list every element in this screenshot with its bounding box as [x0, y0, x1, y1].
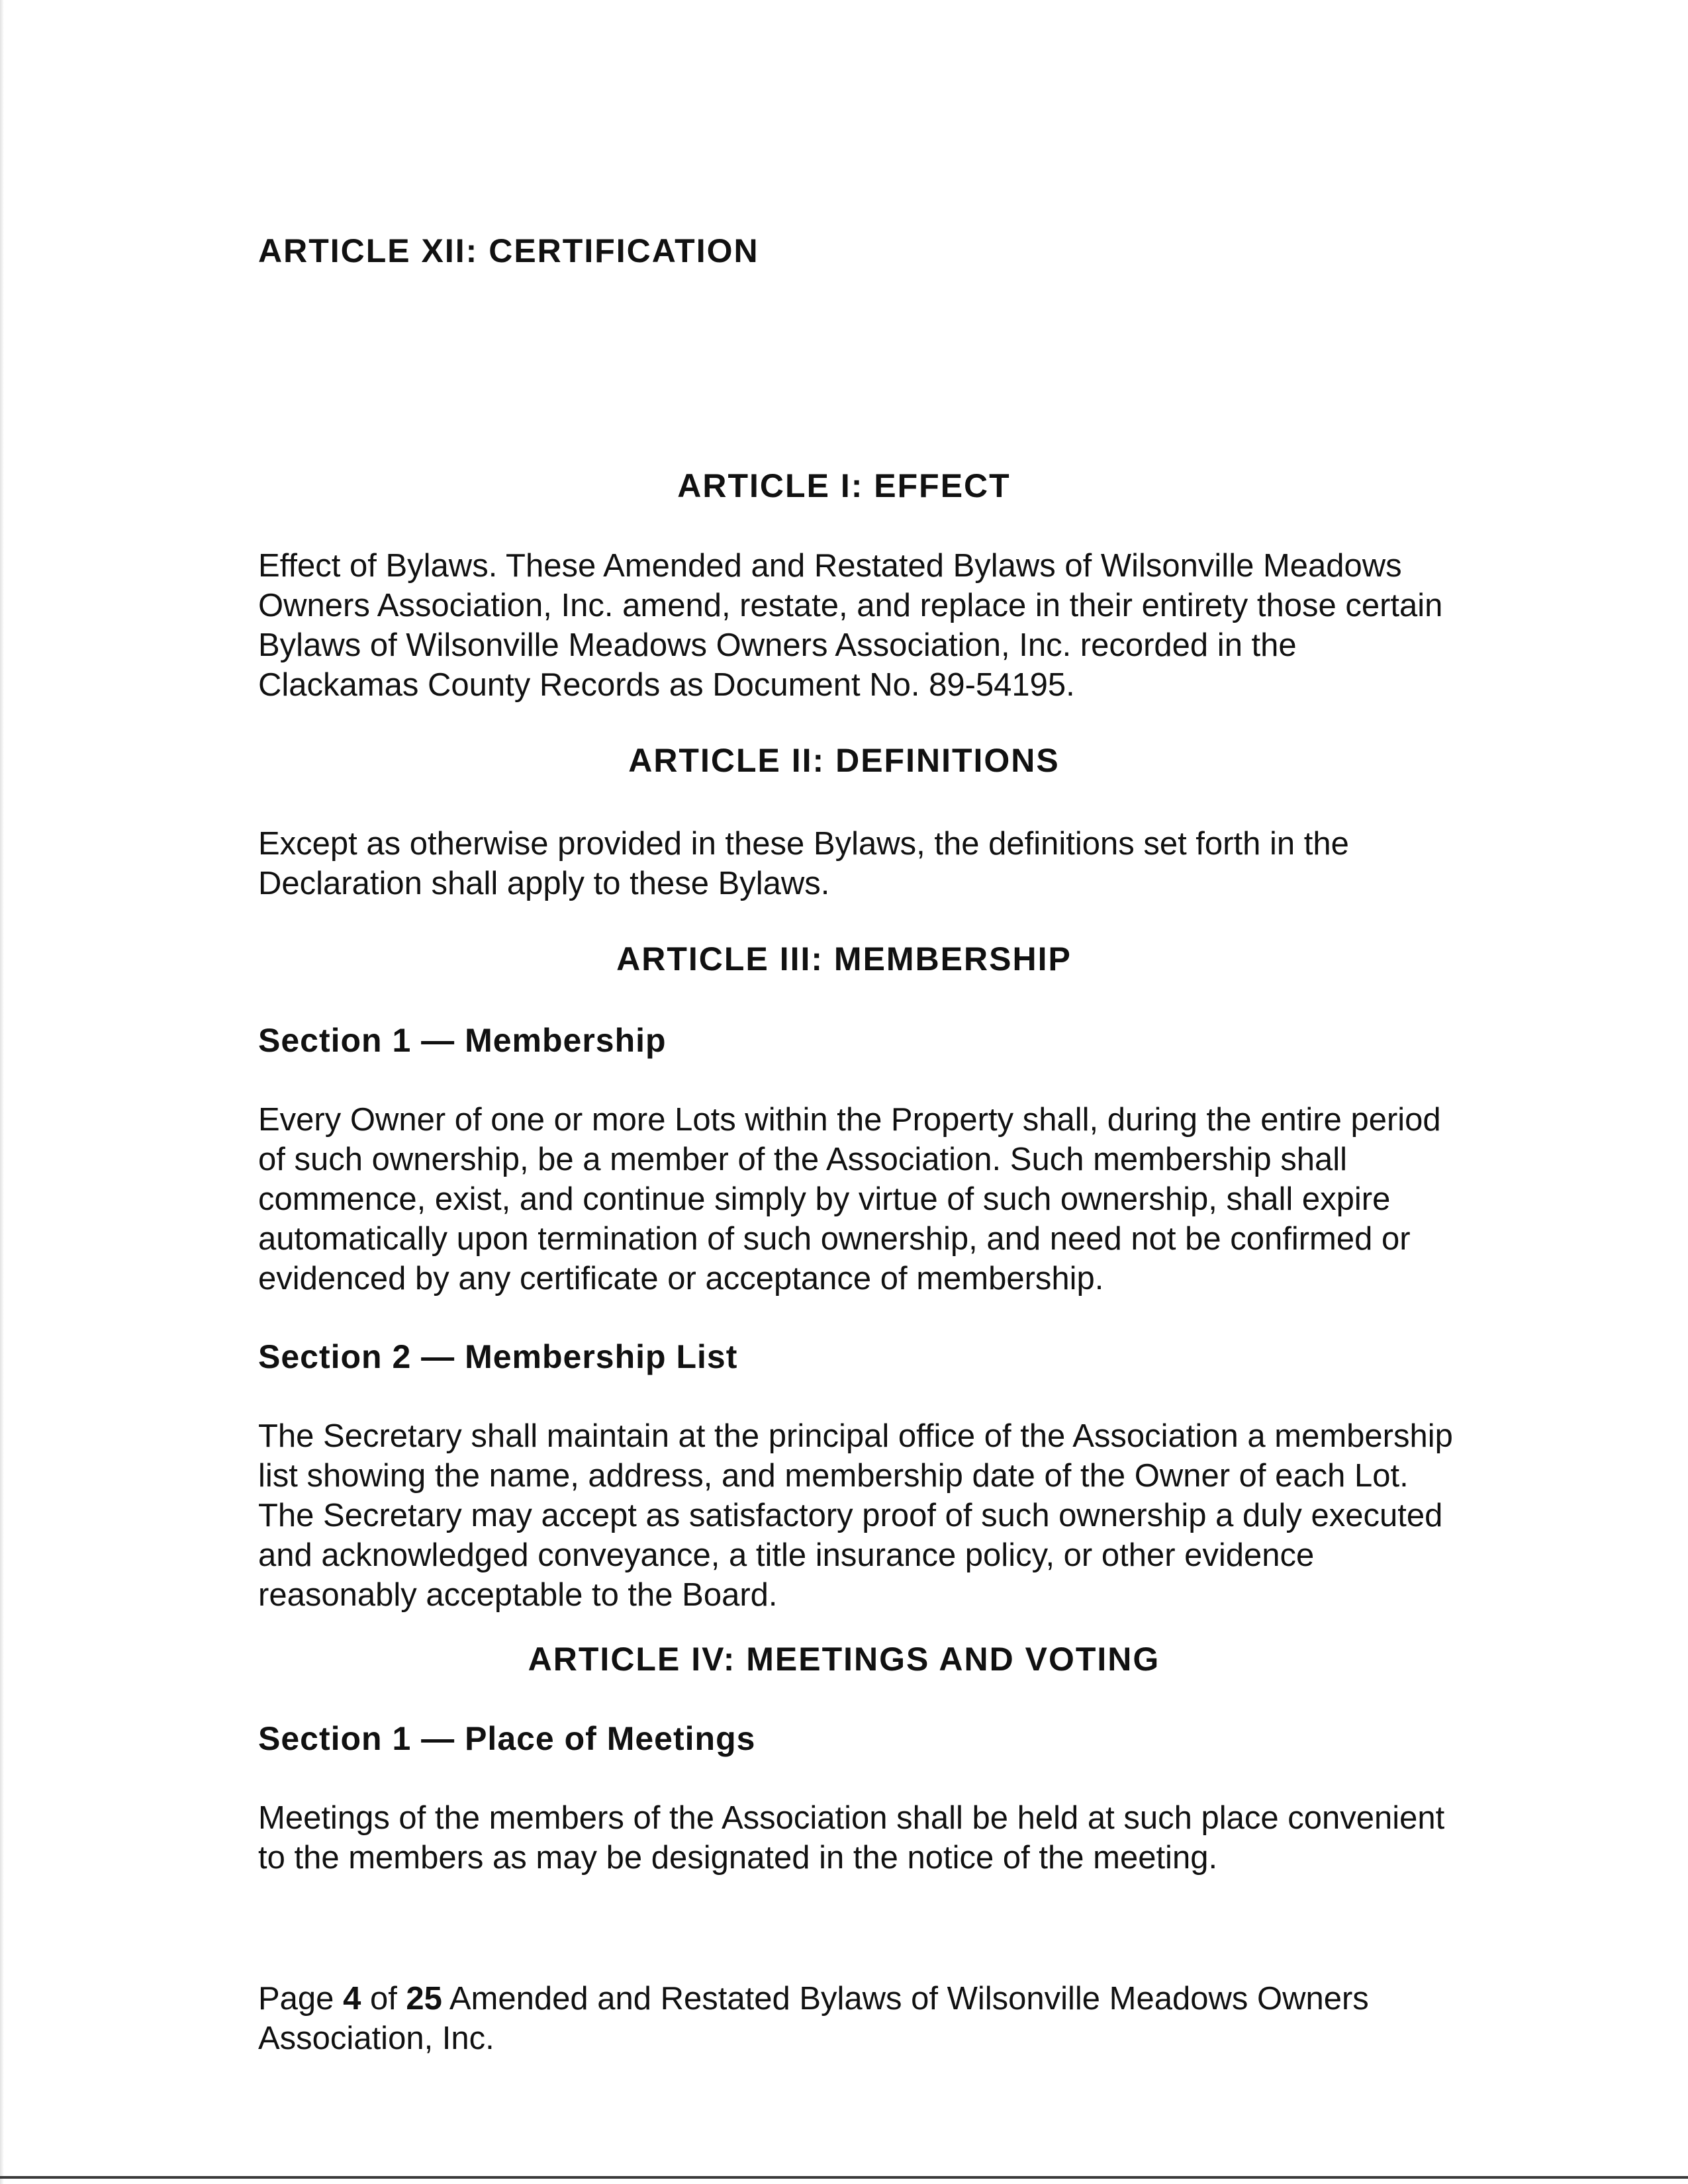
section-place-of-meetings-heading: Section 1 — Place of Meetings: [258, 1720, 756, 1757]
section-membership-list-heading: Section 2 — Membership List: [258, 1338, 738, 1375]
membership-list-paragraph: The Secretary shall maintain at the principal office of the Association a membership list showing the name, address, and membership date of the Owner of each Lot. The Secretary may accept as satisfactory proof of such ownership a duly executed and acknowledged conveyance, a title insurance policy, or other evidence reasonably acceptable to the Board.: [258, 1418, 1453, 1613]
page-edge-shadow: [0, 0, 4, 2184]
section-membership-heading: Section 1 — Membership: [258, 1022, 667, 1059]
article-iii-heading: ARTICLE III: MEMBERSHIP: [616, 940, 1072, 978]
footer-of: of: [361, 1981, 406, 2017]
footer-page-number: 4: [343, 1981, 361, 2017]
definitions-paragraph: Except as otherwise provided in these Bylaws, the definitions set forth in the Declaration shall apply to these Bylaws.: [258, 826, 1349, 901]
effect-paragraph: Effect of Bylaws. These Amended and Restated Bylaws of Wilsonville Meadows Owners Association, Inc. amend, restate, and replace in their entirety those certain Bylaws of Wilsonville Meadows Owners Association, Inc. recorded in the Clackamas County Records as Document No. 89-54195.: [258, 548, 1443, 703]
article-xii-heading: ARTICLE XII: CERTIFICATION: [258, 232, 759, 269]
page-bottom-edge: [0, 2176, 1688, 2179]
footer-page-prefix: Page: [258, 1981, 344, 2017]
article-i-heading: ARTICLE I: EFFECT: [677, 467, 1011, 504]
article-iv-heading: ARTICLE IV: MEETINGS AND VOTING: [528, 1641, 1160, 1678]
page-footer: [258, 1979, 1463, 2058]
article-ii-heading: ARTICLE II: DEFINITIONS: [628, 742, 1060, 779]
footer-title: Amended and Restated Bylaws of Wilsonville Meadows Owners Association, Inc.: [258, 1981, 1369, 2056]
place-of-meetings-paragraph: Meetings of the members of the Association shall be held at such place convenient to the members as may be designated in the notice of the meeting.: [258, 1800, 1445, 1876]
footer-total-pages: 25: [406, 1981, 442, 2017]
membership-paragraph: Every Owner of one or more Lots within the Property shall, during the entire period of such ownership, be a member of the Association. Such membership shall commence, exist, and continue simply by virtue of such ownership, shall expire automatically upon termination of such ownership, and need not be confirmed or evidenced by any certificate or acceptance of membership.: [258, 1102, 1441, 1297]
